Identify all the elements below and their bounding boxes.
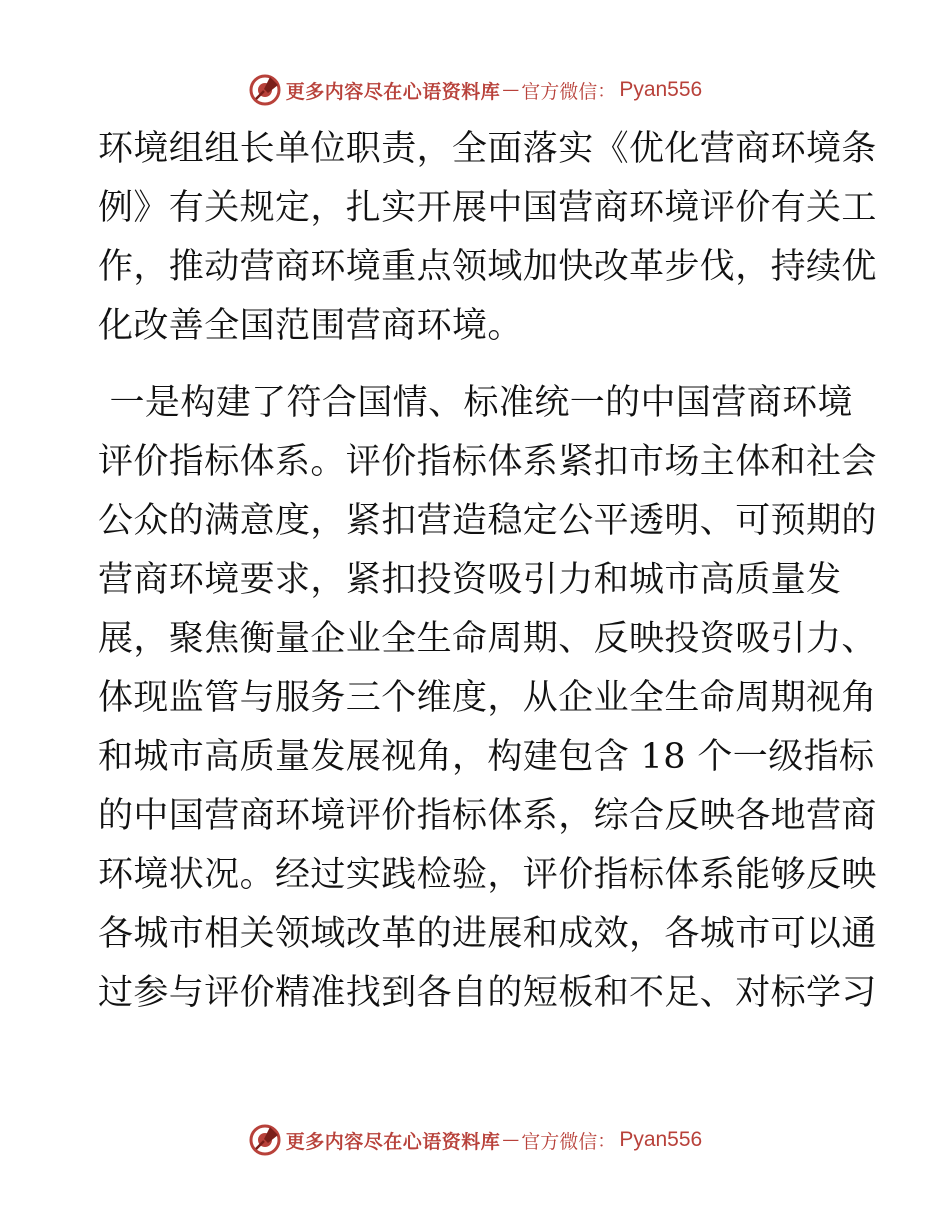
header-colon: ： [597, 81, 616, 102]
header-brand-text: 更多内容尽在心语资料库 [285, 80, 501, 103]
text-line: 作，推动营商环境重点领域加快改革步伐，持续优 [98, 247, 877, 287]
text-line: 展，聚焦衡量企业全生命周期、反映投资吸引力、 [98, 619, 877, 659]
text-line: 的中国营商环境评价指标体系，综合反映各地营商 [98, 796, 877, 836]
text-line: 一是构建了符合国情、标准统一的中国营商环境 [98, 383, 853, 423]
text-line: 过参与评价精准找到各自的短板和不足、对标学习 [98, 973, 877, 1013]
paragraph-2 [98, 374, 877, 1023]
text-line: 环境状况。经过实践检验，评价指标体系能够反映 [98, 855, 877, 895]
document-body [98, 120, 877, 1023]
text-line: 体现监管与服务三个维度，从企业全生命周期视角 [98, 678, 877, 718]
text-line: 和城市高质量发展视角，构建包含 18 个一级指标 [98, 737, 875, 777]
header-separator: — [502, 80, 520, 100]
footer-banner [0, 1120, 950, 1160]
text-line: 营商环境要求，紧扣投资吸引力和城市高质量发 [98, 560, 842, 600]
text-line: 环境组组长单位职责，全面落实《优化营商环境条 [98, 129, 877, 169]
text-line: 化改善全国范围营商环境。 [98, 306, 523, 346]
brand-logo-icon [248, 1123, 282, 1157]
footer-separator: — [502, 1130, 520, 1150]
footer-colon: ： [597, 1131, 616, 1152]
header-wechat-id: Pyan556 [619, 78, 703, 101]
header-banner [0, 70, 950, 110]
text-line: 例》有关规定，扎实开展中国营商环境评价有关工 [98, 188, 877, 228]
footer-wechat-id: Pyan556 [619, 1128, 703, 1151]
text-line: 评价指标体系。评价指标体系紧扣市场主体和社会 [98, 442, 877, 482]
footer-official-label: 官方微信 [521, 1130, 598, 1153]
header-official-label: 官方微信 [521, 80, 598, 103]
text-line: 各城市相关领域改革的进展和成效，各城市可以通 [98, 914, 877, 954]
text-line: 公众的满意度，紧扣营造稳定公平透明、可预期的 [98, 501, 877, 541]
footer-brand-text: 更多内容尽在心语资料库 [285, 1130, 501, 1153]
brand-logo-icon [248, 73, 282, 107]
paragraph-1 [98, 120, 877, 356]
